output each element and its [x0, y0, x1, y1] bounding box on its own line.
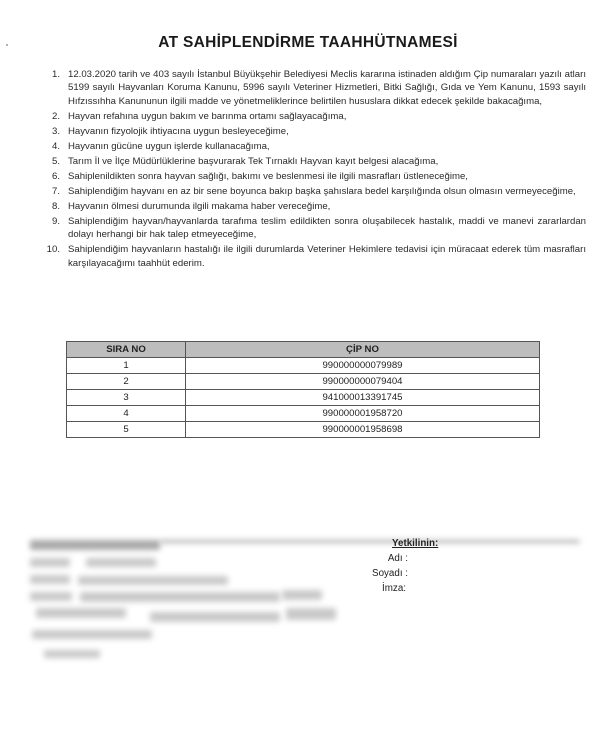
list-item: 7. Sahiplendiğim hayvanı en az bir sene boyunca bakıp başka şahıslara bedel karşılığında olsun olmasın vermeyeceğime, — [51, 185, 576, 197]
column-header-sira-no: SIRA NO — [67, 342, 186, 358]
list-item: 2. Hayvan refahına uygun bakım ve barınma ortamı sağlayacağıma, — [51, 110, 347, 122]
list-item: 5. Tarım İl ve İlçe Müdürlüklerine başvurarak Tek Tırnaklı Hayvan kayıt belgesi alacağıma, — [51, 155, 439, 167]
row-number: 4 — [67, 406, 186, 422]
table-row — [67, 422, 540, 438]
name-label: Adı : — [387, 553, 408, 564]
list-item: 1. 12.03.2020 tarih ve 403 sayılı İstanbul Büyükşehir Belediyesi Meclis kararına istinaden aldığım Çip numaraları yazılı atları 5199 sayılı Hayvanları Koruma Kanunu, 5996 sayılı Veteriner Hizmetleri, Bitki Sağlığı, Gıda ve Yem Kanunu, 1593 sayılı Hıfzıssıhha Kanununun ilgili madde ve yönetmeliklerince belirtilen hususlara dikkat edecek şekilde bakacağıma, — [51, 69, 586, 107]
row-number: 2 — [67, 374, 186, 390]
row-number: 5 — [67, 422, 186, 438]
list-item: 9. Sahiplendiğim hayvan/hayvanlarda tarafıma teslim edildikten sonra oluşabilecek hastalık, maddi ve manevi zararlardan dolayı herhangi bir hak talep etmeyeceğime, — [51, 215, 586, 241]
list-item: 6. Sahiplenildikten sonra hayvan sağlığı, bakımı ve beslenmesi ile ilgili masrafları üstleneceğime, — [51, 170, 468, 182]
list-item: 10. Sahiplendiğim hayvanların hastalığı ile ilgili durumlarda Veteriner Hekimlere tedavisi için müracaat ederek tüm masrafları karşılayacağımı taahhüt ederim. — [46, 244, 586, 269]
table-row — [67, 358, 540, 374]
surname-label: Soyadı : — [372, 568, 408, 579]
chip-number: 990000001958698 — [186, 422, 540, 438]
row-number: 3 — [67, 390, 186, 406]
clause-list — [38, 68, 586, 272]
scan-speck — [6, 44, 8, 46]
table-row — [67, 406, 540, 422]
list-item: 4. Hayvanın gücüne uygun işlerde kullanacağıma, — [51, 140, 270, 152]
document-title: AT SAHİPLENDİRME TAAHHÜTNAMESİ — [158, 34, 458, 51]
signature-label: İmza: — [382, 583, 406, 594]
column-header-cip-no: ÇİP NO — [186, 342, 540, 358]
table-row — [67, 390, 540, 406]
chip-number: 990000000079989 — [186, 358, 540, 374]
list-item: 3. Hayvanın fizyolojik ihtiyacına uygun besleyeceğime, — [51, 125, 289, 137]
chip-number-table — [66, 341, 540, 438]
table-header-row — [67, 342, 540, 358]
table-row — [67, 374, 540, 390]
chip-number: 990000001958720 — [186, 406, 540, 422]
chip-number: 990000000079404 — [186, 374, 540, 390]
chip-number: 941000013391745 — [186, 390, 540, 406]
row-number: 1 — [67, 358, 186, 374]
authorized-heading: Yetkilinin: — [392, 538, 439, 549]
list-item: 8. Hayvanın ölmesi durumunda ilgili makama haber vereceğime, — [51, 200, 331, 212]
